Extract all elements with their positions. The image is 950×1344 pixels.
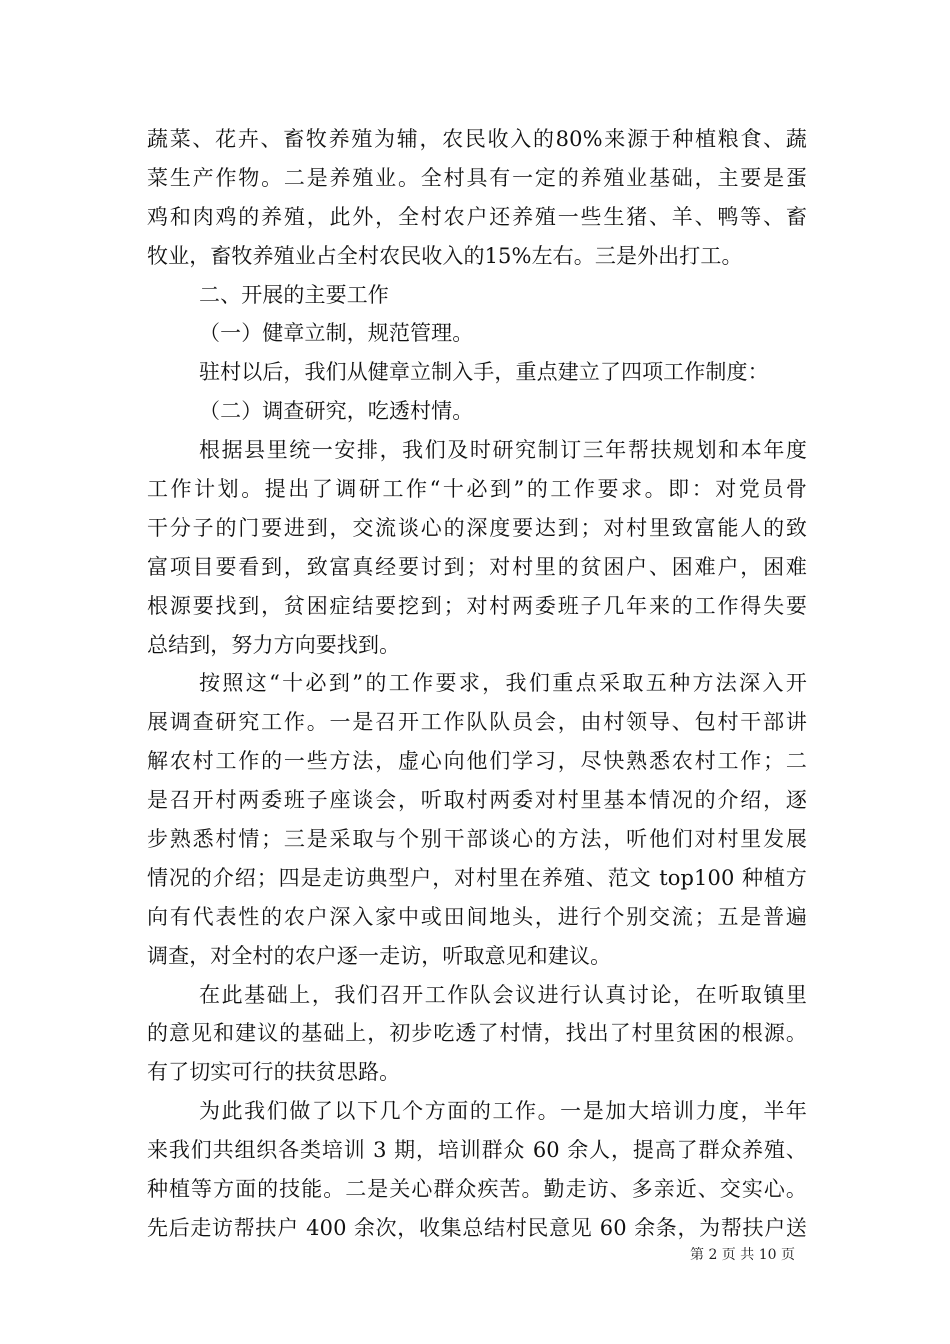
text-line: 为此我们做了以下几个方面的工作。一是加大培训力度，半年: [199, 1099, 807, 1124]
text-line: 向有代表性的农户深入家中或田间地头，进行个别交流；五是普遍: [147, 904, 807, 929]
text-line: 工作计划。提出了调研工作“十必到”的工作要求。即：对党员骨: [147, 477, 807, 502]
text-line: 步熟悉村情；三是采取与个别干部谈心的方法，听他们对村里发展: [147, 827, 807, 852]
text-line: 干分子的门要进到，交流谈心的深度要达到；对村里致富能人的致: [147, 515, 807, 540]
text-line: 总结到，努力方向要找到。: [147, 632, 401, 657]
body-text: [147, 120, 807, 1248]
text-line: 菜生产作物。二是养殖业。全村具有一定的养殖业基础，主要是蛋: [147, 165, 807, 190]
text-line: 蔬菜、花卉、畜牧养殖为辅，农民收入的80%来源于种植粮食、蔬: [147, 127, 807, 151]
text-line: 调查，对全村的农户逐一走访，听取意见和建议。: [147, 943, 612, 968]
text-line: 鸡和肉鸡的养殖，此外，全村农户还养殖一些生猪、羊、鸭等、畜: [147, 204, 807, 229]
text-line: 种植等方面的技能。二是关心群众疾苦。勤走访、多亲近、交实心。: [147, 1177, 807, 1202]
text-line: 来我们共组织各类培训 3 期，培训群众 60 余人，提高了群众养殖、: [147, 1138, 807, 1163]
text-line: 根源要找到，贫困症结要挖到；对村两委班子几年来的工作得失要: [147, 593, 807, 618]
text-line: 是召开村两委班子座谈会，听取村两委对村里基本情况的介绍，逐: [147, 788, 807, 813]
text-line: 解农村工作的一些方法，虚心向他们学习，尽快熟悉农村工作；二: [147, 749, 807, 774]
text-line: 的意见和建议的基础上，初步吃透了村情，找出了村里贫困的根源。: [147, 1021, 807, 1046]
text-line: （一）健章立制，规范管理。: [199, 321, 474, 346]
text-line: 有了切实可行的扶贫思路。: [147, 1060, 401, 1085]
text-line: 情况的介绍；四是走访典型户，对村里在养殖、范文 top100 种植方: [147, 865, 807, 890]
text-line: 按照这“十必到”的工作要求，我们重点采取五种方法深入开: [199, 671, 807, 696]
text-line: （二）调查研究，吃透村情。: [199, 399, 474, 424]
text-line: 牧业，畜牧养殖业占全村农民收入的15%左右。三是外出打工。: [147, 243, 743, 268]
text-line: 富项目要看到，致富真经要讨到；对村里的贫困户、困难户，困难: [147, 554, 807, 579]
page-number: 第 2 页 共 10 页: [690, 1247, 795, 1263]
text-line: 根据县里统一安排，我们及时研究制订三年帮扶规划和本年度: [199, 438, 807, 463]
text-line: 驻村以后，我们从健章立制入手，重点建立了四项工作制度：: [199, 360, 769, 385]
text-line: 在此基础上，我们召开工作队会议进行认真讨论，在听取镇里: [199, 982, 807, 1007]
text-line: 展调查研究工作。一是召开工作队队员会，由村领导、包村干部讲: [147, 710, 807, 735]
text-line: 二、开展的主要工作: [199, 282, 389, 307]
text-line: 先后走访帮扶户 400 余次，收集总结村民意见 60 余条，为帮扶户送: [147, 1215, 807, 1240]
